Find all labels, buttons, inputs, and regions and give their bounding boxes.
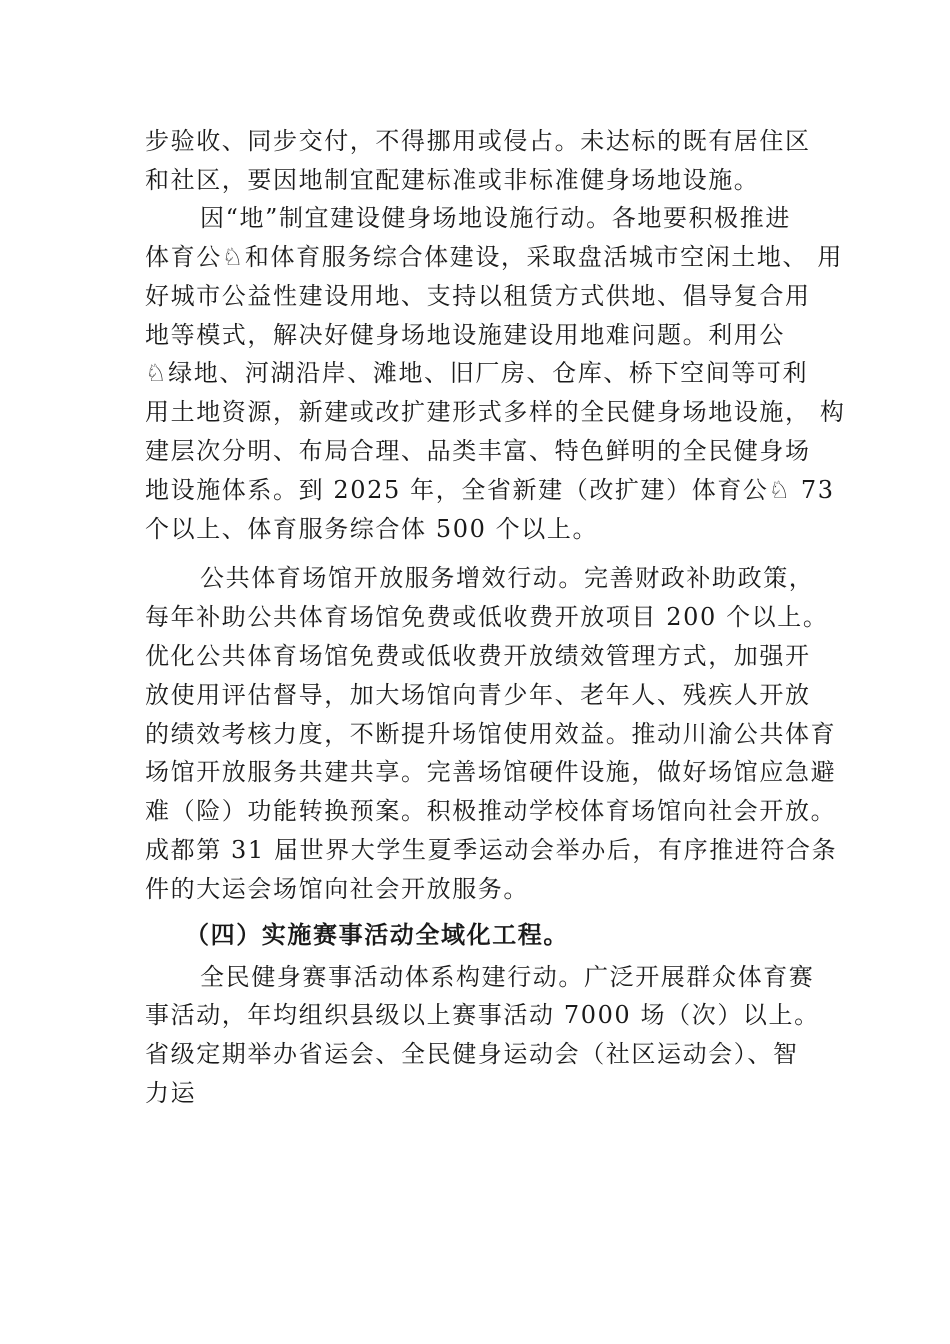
body-text-line: 好城市公益性建设用地、支持以租赁方式供地、倡导复合用 [145, 282, 811, 310]
body-text-line: 省级定期举办省运会、全民健身运动会（社区运动会）、智 [145, 1040, 799, 1068]
body-text-line: 优化公共体育场馆免费或低收费开放绩效管理方式，加强开 [145, 642, 811, 670]
body-text-line: 力运 [145, 1079, 197, 1107]
body-text-line: 场馆开放服务共建共享。完善场馆硬件设施，做好场馆应急避 [145, 758, 837, 786]
paragraph-first-line: 公共体育场馆开放服务增效行动。完善财政补助政策， [200, 564, 815, 592]
body-text-line: 步验收、同步交付，不得挪用或侵占。未达标的既有居住区 [145, 127, 811, 155]
body-text-line: 个以上、体育服务综合体 500 个以上。 [145, 515, 599, 543]
paragraph-first-line: 因“地”制宜建设健身场地设施行动。各地要积极推进 [200, 204, 791, 232]
body-text-line: 地设施体系。到 2025 年，全省新建（改扩建）体育公♘ 73 [145, 476, 835, 504]
body-text-line: 件的大运会场馆向社会开放服务。 [145, 875, 529, 903]
body-text-line: 难（险）功能转换预案。积极推动学校体育场馆向社会开放。 [145, 797, 837, 825]
section-heading: （四）实施赛事活动全域化工程。 [185, 920, 569, 949]
body-text-line: ♘绿地、河湖沿岸、滩地、旧厂房、仓库、桥下空间等可利 [145, 359, 809, 387]
body-text-line: 每年补助公共体育场馆免费或低收费开放项目 200 个以上。 [145, 603, 829, 631]
paragraph-first-line: 全民健身赛事活动体系构建行动。广泛开展群众体育赛 [200, 963, 815, 991]
body-text-line: 体育公♘和体育服务综合体建设，采取盘活城市空闲土地、 用 [145, 243, 843, 271]
body-text-line: 放使用评估督导，加大场馆向青少年、老年人、残疾人开放 [145, 681, 811, 709]
body-text-line: 用土地资源，新建或改扩建形式多样的全民健身场地设施， 构 [145, 398, 846, 426]
body-text-line: 的绩效考核力度，不断提升场馆使用效益。推动川渝公共体育 [145, 720, 837, 748]
body-text-line: 和社区，要因地制宜配建标准或非标准健身场地设施。 [145, 166, 760, 194]
body-text-line: 成都第 31 届世界大学生夏季运动会举办后，有序推进符合条 [145, 836, 838, 864]
body-text-line: 地等模式，解决好健身场地设施建设用地难问题。利用公 [145, 321, 785, 349]
body-text-line: 建层次分明、布局合理、品类丰富、特色鲜明的全民健身场 [145, 437, 811, 465]
body-text-line: 事活动，年均组织县级以上赛事活动 7000 场（次）以上。 [145, 1001, 820, 1029]
